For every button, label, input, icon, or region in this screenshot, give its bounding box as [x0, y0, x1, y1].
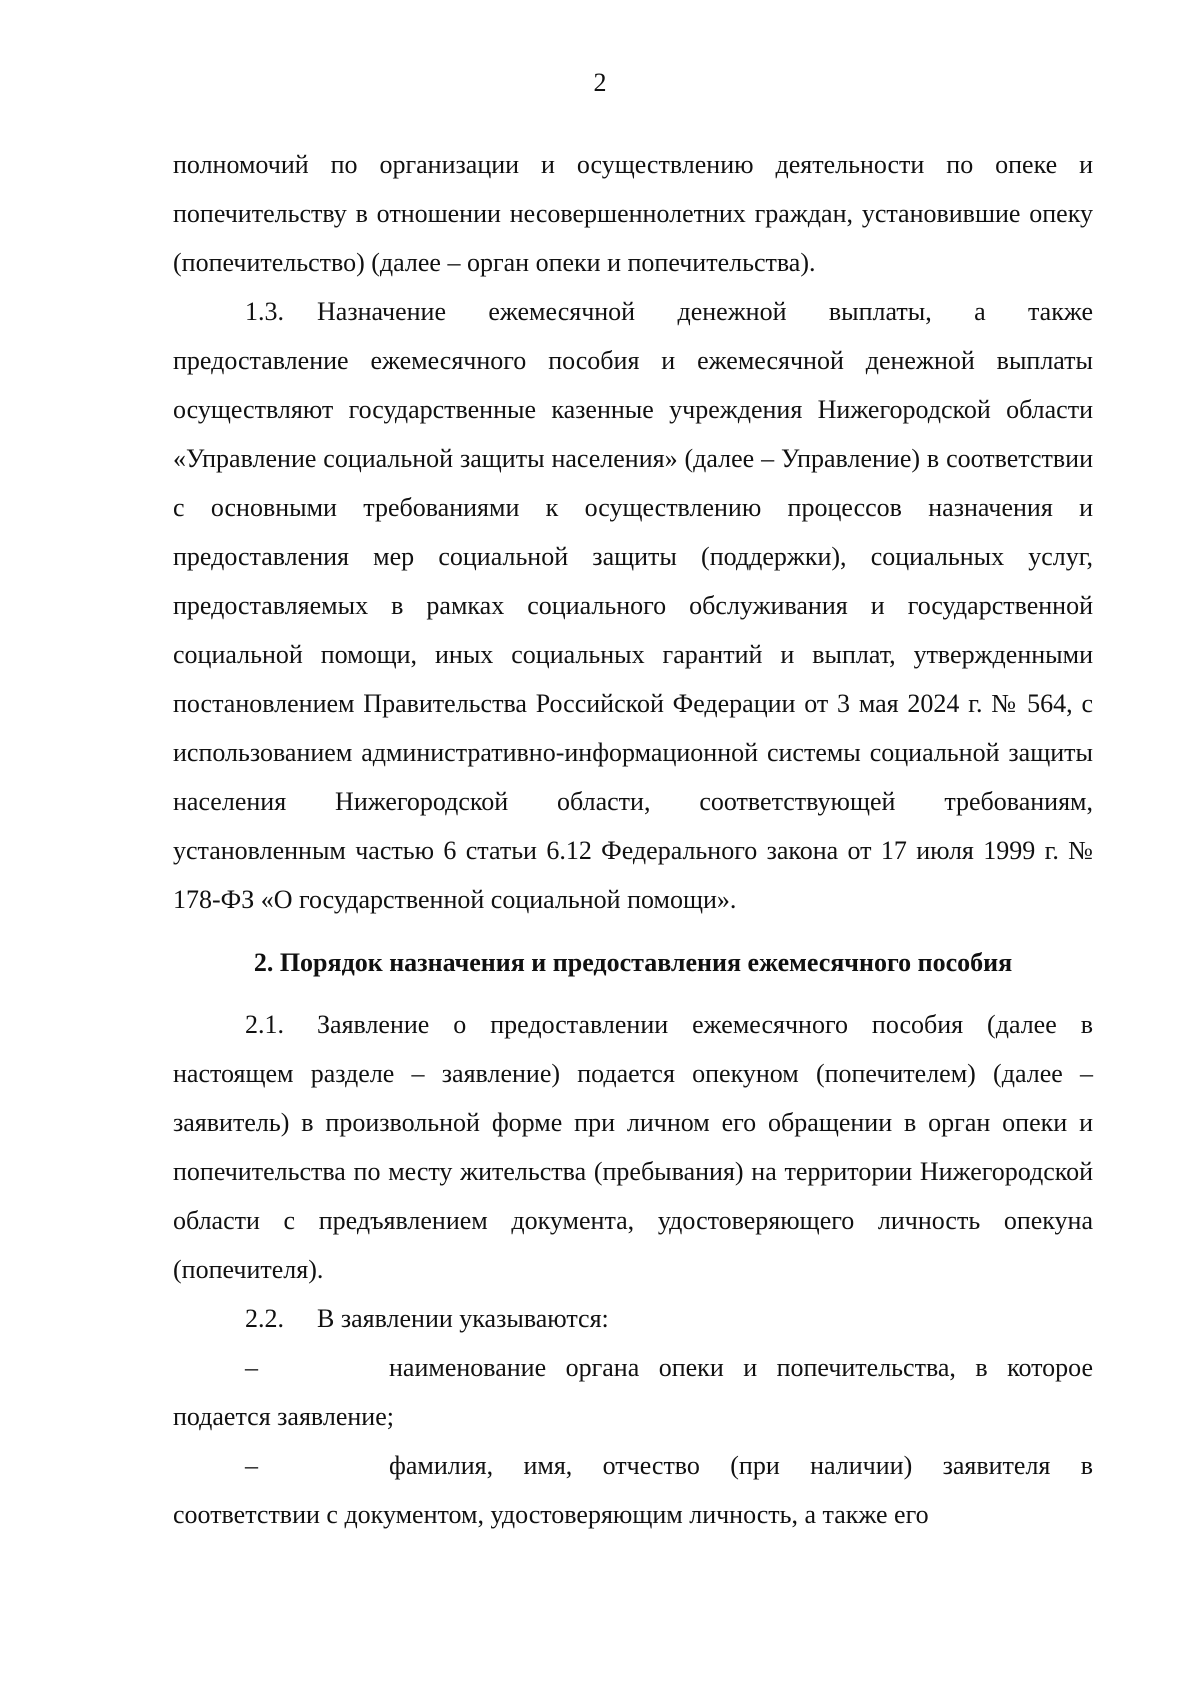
- paragraph-2-2: [173, 1294, 1093, 1343]
- paragraph-continuation: полномочий по организации и осуществлению деятельности по опеке и попечительству в отношении несовершеннолетних граждан, установившие опеку (попечительство) (далее – орган опеки и попечительства).: [173, 150, 1093, 277]
- section-heading: 2. Порядок назначения и предоставления ежемесячного пособия: [253, 948, 1013, 977]
- list-item: [173, 1441, 1093, 1539]
- list-item-text: фамилия, имя, отчество (при наличии) заявителя в соответствии с документом, удостоверяющим личность, а также его: [173, 1451, 1093, 1529]
- list-item: [173, 1343, 1093, 1441]
- paragraph-text: Назначение ежемесячной денежной выплаты, а также предоставление ежемесячного пособия и ежемесячной денежной выплаты осуществляют государственные казенные учреждения Нижегородской области «Управление социальной защиты населения» (далее – Управление) в соответствии с основными требованиями к осуществлению процессов назначения и предоставления мер социальной защиты (поддержки), социальных услуг, предоставляемых в рамках социального обслуживания и государственной социальной помощи, иных социальных гарантий и выплат, утвержденными постановлением Правительства Российской Федерации от 3 мая 2024 г. № 564, с использованием административно-информационной системы социальной защиты населения Нижегородской области, соответствующей требованиям, установленным частью 6 статьи 6.12 Федерального закона от 17 июля 1999 г. № 178-ФЗ «О государственной социальной помощи».: [173, 297, 1093, 914]
- list-dash: –: [245, 1451, 258, 1480]
- paragraph-2-1: [173, 1000, 1093, 1294]
- paragraph-number: 2.1.: [245, 1010, 284, 1039]
- page-number: 2: [593, 68, 607, 97]
- document-body: [173, 140, 1093, 1539]
- paragraph-text: Заявление о предоставлении ежемесячного пособия (далее в настоящем разделе – заявление) подается опекуном (попечителем) (далее – заявитель) в произвольной форме при личном его обращении в орган опеки и попечительства по месту жительства (пребывания) на территории Нижегородской области с предъявлением документа, удостоверяющего личность опекуна (попечителя).: [173, 1010, 1093, 1284]
- paragraph-number: 2.2.: [245, 1304, 284, 1333]
- paragraph-number: 1.3.: [245, 297, 284, 326]
- list-dash: –: [245, 1353, 258, 1382]
- paragraph-1-3: [173, 287, 1093, 924]
- paragraph-text: В заявлении указываются:: [317, 1304, 609, 1333]
- list-item-text: наименование органа опеки и попечительства, в которое подается заявление;: [173, 1353, 1093, 1431]
